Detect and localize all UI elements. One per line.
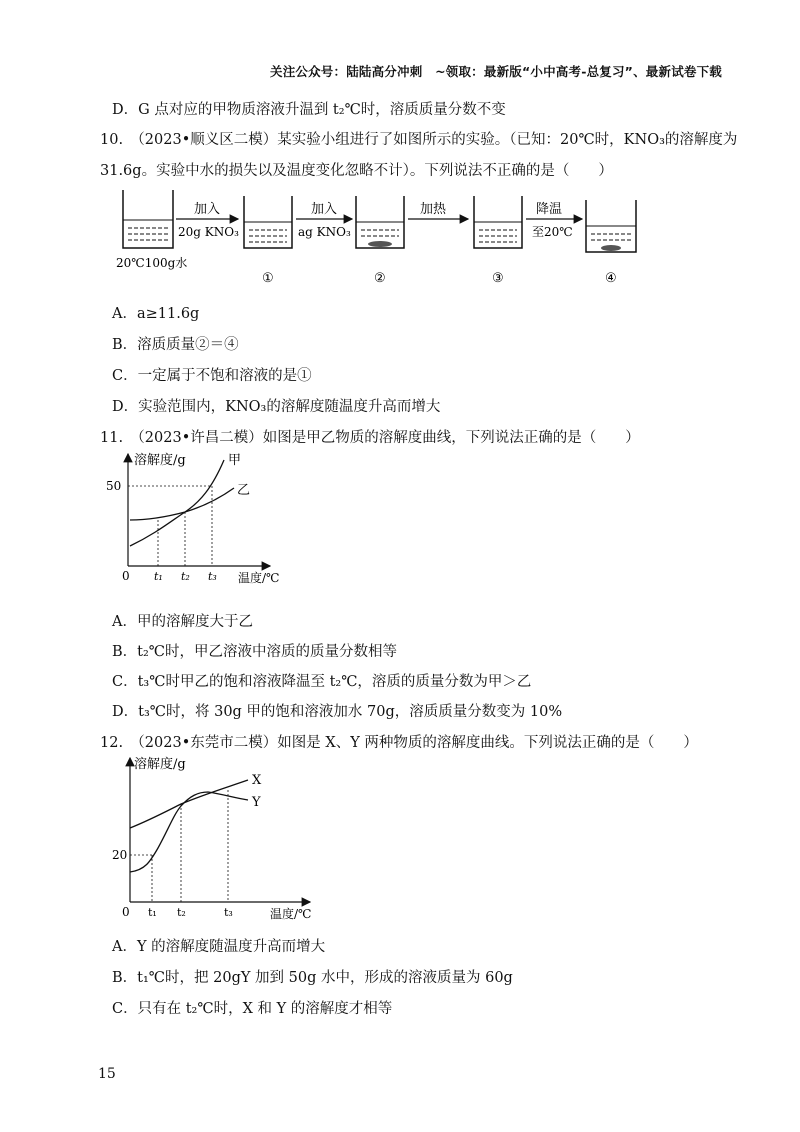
q9-option-d: D．G 点对应的甲物质溶液升温到 t₂℃时，溶质质量分数不变 xyxy=(112,102,506,118)
q10-option-a: A．a≥11.6g xyxy=(112,306,200,322)
step1-top-label: 加入 xyxy=(194,202,221,217)
step1-bottom-label: 20g KNO₃ xyxy=(178,225,239,239)
x-tick-t2: t₂ xyxy=(177,906,186,919)
page-header: 关注公众号：陆陆高分冲刺 ~领取：最新版“小中高考-总复习”、最新试卷下载 xyxy=(270,64,722,79)
step2-top-label: 加入 xyxy=(311,202,338,217)
page-number: 15 xyxy=(98,1066,116,1082)
beaker-3 xyxy=(474,196,522,248)
beaker-label-4: ④ xyxy=(605,271,617,286)
x-tick-t2: t₂ xyxy=(181,570,190,583)
series-x-curve xyxy=(130,780,248,828)
q12-option-a: A．Y 的溶解度随温度升高而增大 xyxy=(112,939,326,955)
series-yi-curve xyxy=(130,488,234,520)
series-x-label: X xyxy=(252,773,262,788)
origin-label: 0 xyxy=(122,905,130,919)
q12-option-c: C．只有在 t₂℃时，X 和 Y 的溶解度才相等 xyxy=(112,1001,393,1017)
q10-option-d: D．实验范围内，KNO₃的溶解度随温度升高而增大 xyxy=(112,399,441,415)
beaker-label-3: ③ xyxy=(492,271,504,286)
y-axis-label: 溶解度/g xyxy=(134,757,186,772)
x-tick-t3: t₃ xyxy=(208,570,217,583)
q11-option-a: A．甲的溶解度大于乙 xyxy=(112,614,253,630)
beaker-label-2: ② xyxy=(374,271,386,286)
q11-option-c: C．t₃℃时甲乙的饱和溶液降温至 t₂℃，溶质的质量分数为甲＞乙 xyxy=(112,674,532,690)
q12-solubility-chart xyxy=(100,752,330,922)
series-yi-label: 乙 xyxy=(237,483,251,498)
series-jia-label: 甲 xyxy=(228,453,242,468)
y-tick-50: 50 xyxy=(106,479,122,493)
step3-top-label: 加热 xyxy=(420,202,447,217)
beaker-label-1: ① xyxy=(262,271,274,286)
q10-option-c: C．一定属于不饱和溶液的是① xyxy=(112,368,312,384)
y-axis-label: 溶解度/g xyxy=(134,453,186,468)
step4-top-label: 降温 xyxy=(536,202,563,217)
beaker-2 xyxy=(356,196,404,248)
series-y-curve xyxy=(130,792,248,872)
x-tick-t3: t₃ xyxy=(224,906,233,919)
q10-stem-line2: 31.6g。实验中水的损失以及温度变化忽略不计）。下列说法不正确的是（ ） xyxy=(100,163,613,179)
y-tick-20: 20 xyxy=(112,848,128,862)
x-tick-t1: t₁ xyxy=(154,570,163,583)
step2-bottom-label: ag KNO₃ xyxy=(298,225,351,239)
q12-option-b: B．t₁℃时，把 20gY 加到 50g 水中，形成的溶液质量为 60g xyxy=(112,970,513,986)
origin-label: 0 xyxy=(122,569,130,583)
q11-option-d: D．t₃℃时，将 30g 甲的饱和溶液加水 70g，溶质质量分数变为 10% xyxy=(112,704,563,720)
q11-solubility-chart xyxy=(100,446,300,586)
x-tick-t1: t₁ xyxy=(148,906,157,919)
q10-experiment-diagram xyxy=(108,186,648,290)
beaker-1 xyxy=(244,196,292,248)
q11-stem: 11. （2023•许昌二模）如图是甲乙物质的溶解度曲线，下列说法正确的是（ ） xyxy=(100,430,640,446)
q11-option-b: B．t₂℃时，甲乙溶液中溶质的质量分数相等 xyxy=(112,644,398,660)
beaker-start xyxy=(123,190,173,248)
q10-stem-line1: 10. （2023•顺义区二模）某实验小组进行了如图所示的实验。（已知：20℃时，KNO₃的溶解度为 xyxy=(100,132,738,148)
q12-stem: 12. （2023•东莞市二模）如图是 X、Y 两种物质的溶解度曲线。下列说法正确的是（ ） xyxy=(100,735,698,751)
series-y-label: Y xyxy=(252,795,261,810)
q10-option-b: B．溶质质量②＝④ xyxy=(112,337,239,353)
x-axis-label: 温度/℃ xyxy=(270,907,312,921)
beaker-4 xyxy=(586,200,636,252)
start-label: 20℃100g水 xyxy=(116,256,188,270)
x-axis-label: 温度/℃ xyxy=(238,571,280,585)
step4-bottom-label: 至20℃ xyxy=(532,225,573,239)
